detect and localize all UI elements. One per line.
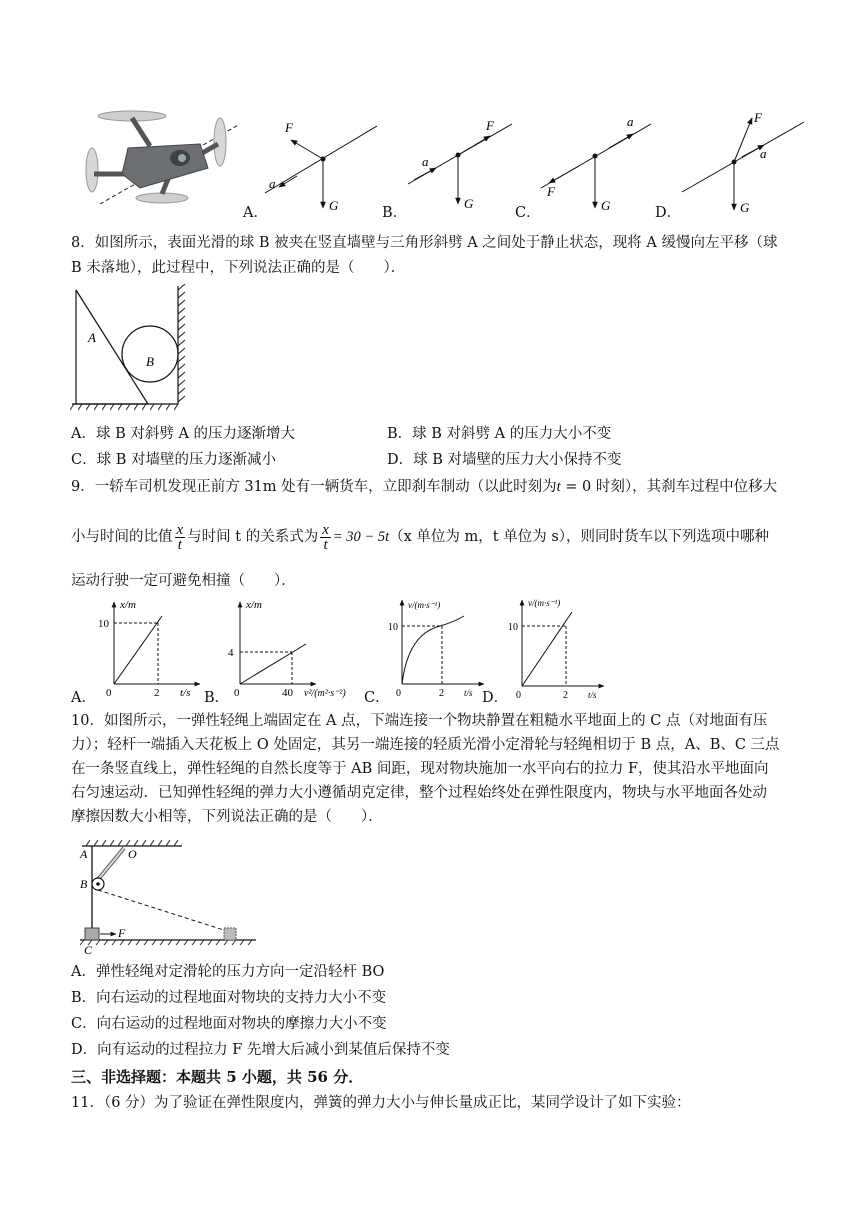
q8-option-b[interactable]: B．球 B 对斜劈 A 的压力大小不变 [387,426,612,442]
q10-option-b[interactable]: B．向右运动的过程地面对物块的支持力大小不变 [71,990,387,1006]
svg-text:F: F [754,110,762,125]
q9-option-a[interactable]: A． [71,690,96,706]
svg-text:40: 40 [282,687,293,699]
q7-diagram-b [400,118,520,218]
svg-text:4: 4 [228,647,234,659]
q10-option-a[interactable]: A．弹性轻绳对定滑轮的压力方向一定沿轻杆 BO [71,964,385,980]
svg-text:10: 10 [98,618,109,630]
svg-text:B: B [80,877,88,891]
svg-text:0: 0 [516,690,521,700]
svg-text:A: A [88,330,96,345]
q8-option-d[interactable]: D．球 B 对墙壁的压力大小保持不变 [387,452,622,468]
q8-stem-line2: B 未落地），此过程中，下列说法正确的是（ ）． [71,260,406,276]
q8-option-c[interactable]: C．球 B 对墙壁的压力逐渐减小 [71,452,276,468]
svg-text:O: O [128,847,137,861]
q7-option-d[interactable]: D． [655,205,682,221]
svg-text:t/s: t/s [180,687,191,699]
q7-option-c[interactable]: C． [515,205,541,221]
svg-text:G: G [329,198,339,213]
q10-option-d[interactable]: D．向有运动的过程拉力 F 先增大后减小到某值后保持不变 [71,1042,450,1058]
svg-text:2: 2 [439,688,444,699]
q9-graph-d [504,594,616,700]
svg-text:F: F [547,184,555,199]
q9-option-b[interactable]: B． [204,690,230,706]
svg-text:v/(m·s⁻¹): v/(m·s⁻¹) [408,600,441,610]
svg-text:v/(m·s⁻¹): v/(m·s⁻¹) [528,598,561,608]
q10-stem-line5: 摩擦因数大小相等，下列说法正确的是（ ）． [71,809,383,825]
q10-stem-line3: 在一条竖直线上，弹性轻绳的自然长度等于 AB 间距，现对物块施加一水平向右的拉力 F，使其沿水平地面向 [71,761,769,777]
q9-graph-b [222,596,362,700]
section-heading: 三、非选择题：本题共 5 小题，共 56 分． [71,1068,364,1086]
q7-diagram-d [676,110,811,216]
q9-graph-c [384,594,496,700]
svg-text:F: F [118,926,126,940]
q9-option-d[interactable]: D． [482,690,509,706]
q10-stem-line4: 右匀速运动．已知弹性轻绳的弹力大小遵循胡克定律，整个过程始终处在弹性限度内，物块与水平地面各处动 [71,785,767,801]
svg-text:B: B [146,354,154,369]
svg-text:10: 10 [508,622,518,633]
q10-figure [72,840,262,956]
q9-stem-line3: 运动行驶一定可避免相撞（ ）． [71,573,296,589]
svg-text:a: a [269,176,276,191]
q10-option-c[interactable]: C．向右运动的过程地面对物块的摩擦力大小不变 [71,1016,387,1032]
svg-text:2: 2 [154,687,160,699]
svg-text:G: G [464,196,474,211]
svg-text:x/m: x/m [246,599,262,611]
svg-text:G: G [601,198,611,213]
svg-text:10: 10 [388,622,398,633]
svg-text:G: G [740,200,750,215]
q7-option-a[interactable]: A． [243,205,268,221]
svg-text:C: C [84,943,93,956]
svg-text:t/s: t/s [464,688,473,698]
q8-figure [70,284,188,412]
q7-option-b[interactable]: B． [382,205,408,221]
q11-stem: 11．（6 分）为了验证在弹性限度内，弹簧的弹力大小与伸长量成正比，某同学设计了如下实验： [71,1095,691,1111]
svg-text:0: 0 [396,688,401,699]
svg-text:a: a [627,114,634,129]
q10-stem-line2: 力）；轻杆一端插入天花板上 O 处固定，其另一端连接的轻质光滑小定滑轮与轻绳相切于 B 点，A、B、C 三点 [71,737,780,753]
svg-text:F: F [486,118,494,133]
svg-text:2: 2 [563,690,568,700]
svg-text:v²/(m²·s⁻²): v²/(m²·s⁻²) [304,688,346,699]
q8-stem-line1: 8．如图所示，表面光滑的球 B 被夹在竖直墙壁与三角形斜劈 A 之间处于静止状态，现将 A 缓慢向左平移（球 [71,235,778,251]
svg-text:t/s: t/s [588,690,597,700]
drone-photo [70,104,250,216]
q9-graph-a [96,596,206,700]
svg-text:0: 0 [106,687,112,699]
svg-text:0: 0 [234,687,240,699]
svg-text:x/m: x/m [120,599,136,611]
q9-option-c[interactable]: C． [364,690,390,706]
label-F: F [285,120,293,135]
q9-stem-line1: 9．一轿车司机发现正前方 31m 处有一辆货车，立即刹车制动（以此时刻为t = 0 时刻），其刹车过程中位移大 [71,479,778,495]
q7-diagram-a [255,118,385,218]
q9-stem-line2: 小与时间的比值 $\frac{x}{t}$ 与时间 t 的关系式为 $\frac{x}{t}$ = 30 − 5t（x 单位为 m，t 单位为 s），则同时货车以下列选项中哪种 [71,521,770,553]
svg-text:A: A [80,847,88,861]
svg-text:a: a [760,146,767,161]
q10-stem-line1: 10．如图所示，一弹性轻绳上端固定在 A 点，下端连接一个物块静置在粗糙水平地面上的 C 点（对地面有压 [71,713,768,729]
q7-diagram-c [535,112,660,218]
svg-text:a: a [422,154,429,169]
q8-option-a[interactable]: A．球 B 对斜劈 A 的压力逐渐增大 [71,426,296,442]
